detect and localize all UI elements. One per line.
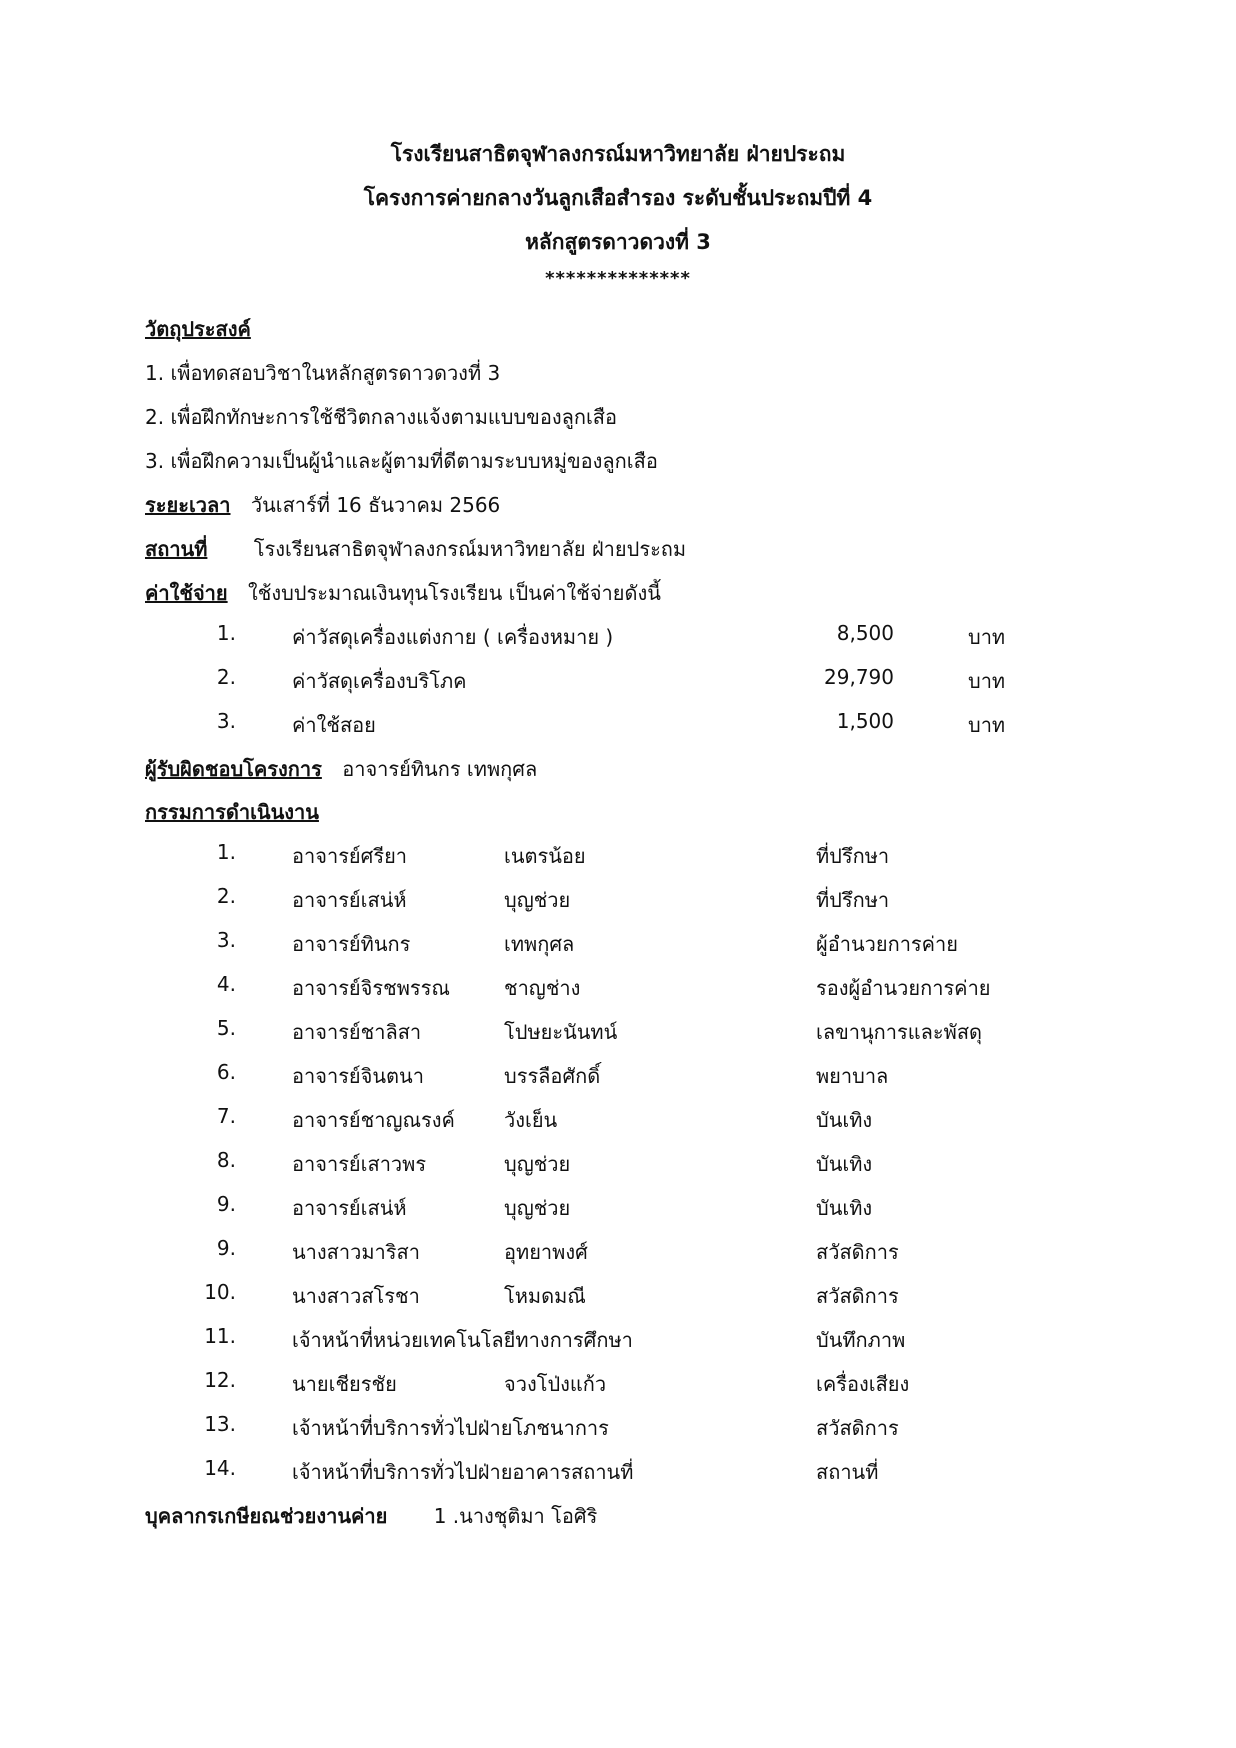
responsible-value: อาจารย์ทินกร เทพกุศล xyxy=(342,757,538,781)
member-first-name: อาจารย์เสน่ห์ xyxy=(292,1196,407,1220)
committee-heading xyxy=(145,796,319,828)
budget-num: 2. xyxy=(216,665,236,689)
member-role: ที่ปรึกษา xyxy=(816,844,890,868)
member-first-name: เจ้าหน้าที่บริการทั่วไปฝ่ายอาคารสถานที่ xyxy=(292,1460,634,1484)
responsible-line xyxy=(145,753,537,785)
committee-row xyxy=(0,884,1236,914)
member-num: 8. xyxy=(216,1148,236,1172)
committee-row xyxy=(0,1368,1236,1398)
member-last-name: ชาญช่าง xyxy=(504,976,581,1000)
member-num: 1. xyxy=(216,840,236,864)
member-num: 2. xyxy=(216,884,236,908)
budget-row xyxy=(0,709,1236,739)
member-role: ผู้อำนวยการค่าย xyxy=(816,932,958,956)
committee-row xyxy=(0,1324,1236,1354)
member-first-name: อาจารย์ศรียา xyxy=(292,844,408,868)
objectives-heading xyxy=(145,313,251,345)
budget-num: 3. xyxy=(216,709,236,733)
committee-row xyxy=(0,1412,1236,1442)
member-num: 10. xyxy=(204,1280,236,1304)
member-num: 7. xyxy=(216,1104,236,1128)
member-num: 4. xyxy=(216,972,236,996)
venue-label: สถานที่ xyxy=(145,537,208,561)
school-title: โรงเรียนสาธิตจุฬาลงกรณ์มหาวิทยาลัย ฝ่ายประถม xyxy=(390,142,846,166)
budget-amount: 29,790 xyxy=(824,665,894,689)
project-title: โครงการค่ายกลางวันลูกเสือสำรอง ระดับชั้นประถมปีที่ 4 xyxy=(363,186,873,210)
member-first-name: นายเชียรชัย xyxy=(292,1372,397,1396)
member-role: พยาบาล xyxy=(816,1064,889,1088)
member-num: 9. xyxy=(216,1192,236,1216)
member-last-name: บุญช่วย xyxy=(504,1152,571,1176)
budget-item: ค่าวัสดุเครื่องบริโภค xyxy=(292,669,467,693)
budget-row xyxy=(0,621,1236,651)
committee-row xyxy=(0,1016,1236,1046)
member-first-name: อาจารย์จินตนา xyxy=(292,1064,424,1088)
committee-row xyxy=(0,1456,1236,1486)
member-role: สวัสดิการ xyxy=(816,1284,899,1308)
committee-row xyxy=(0,840,1236,870)
objectives-label: วัตถุประสงค์ xyxy=(145,317,251,341)
member-role: สวัสดิการ xyxy=(816,1240,899,1264)
budget-value: ใช้งบประมาณเงินทุนโรงเรียน เป็นค่าใช้จ่ายดังนี้ xyxy=(247,581,661,605)
member-role: ที่ปรึกษา xyxy=(816,888,890,912)
member-first-name: อาจารย์จิรชพรรณ xyxy=(292,976,450,1000)
member-first-name: อาจารย์เสาวพร xyxy=(292,1152,427,1176)
member-last-name: บุญช่วย xyxy=(504,1196,571,1220)
member-num: 12. xyxy=(204,1368,236,1392)
budget-item: ค่าใช้สอย xyxy=(292,713,376,737)
period-line xyxy=(145,489,500,521)
committee-row xyxy=(0,1104,1236,1134)
budget-line xyxy=(145,577,661,609)
member-num: 5. xyxy=(216,1016,236,1040)
member-role: สวัสดิการ xyxy=(816,1416,899,1440)
member-role: เลขานุการและพัสดุ xyxy=(816,1020,983,1044)
member-first-name: อาจารย์เสน่ห์ xyxy=(292,888,407,912)
member-role: บันเทิง xyxy=(816,1196,873,1220)
member-last-name: วังเย็น xyxy=(504,1108,558,1132)
member-num: 3. xyxy=(216,928,236,952)
committee-row xyxy=(0,1236,1236,1266)
committee-row xyxy=(0,1060,1236,1090)
member-num: 6. xyxy=(216,1060,236,1084)
committee-row xyxy=(0,928,1236,958)
budget-unit: บาท xyxy=(968,713,1006,737)
separator-stars: ************** xyxy=(545,268,691,289)
responsible-label: ผู้รับผิดชอบโครงการ xyxy=(145,757,322,781)
venue-line xyxy=(145,533,686,565)
member-last-name: โปษยะนันทน์ xyxy=(504,1020,618,1044)
course-title: หลักสูตรดาวดวงที่ 3 xyxy=(525,230,711,254)
member-role: สถานที่ xyxy=(816,1460,879,1484)
member-first-name: อาจารย์ชาญณรงค์ xyxy=(292,1108,455,1132)
retired-value: 1 .นางชุติมา โอศิริ xyxy=(433,1504,598,1528)
member-num: 14. xyxy=(204,1456,236,1480)
member-role: รองผู้อำนวยการค่าย xyxy=(816,976,991,1000)
budget-amount: 1,500 xyxy=(836,709,894,733)
committee-row xyxy=(0,1148,1236,1178)
budget-amount: 8,500 xyxy=(836,621,894,645)
member-first-name: นางสาวมาริสา xyxy=(292,1240,420,1264)
objective-item: 3. เพื่อฝึกความเป็นผู้นำและผู้ตามที่ดีตามระบบหมู่ของลูกเสือ xyxy=(145,449,658,473)
budget-row xyxy=(0,665,1236,695)
committee-row xyxy=(0,1192,1236,1222)
member-first-name: นางสาวสโรชา xyxy=(292,1284,420,1308)
member-first-name: อาจารย์ชาลิสา xyxy=(292,1020,422,1044)
budget-unit: บาท xyxy=(968,625,1006,649)
member-role: บันทึกภาพ xyxy=(816,1328,906,1352)
member-last-name: บรรลือศักดิ์ xyxy=(504,1064,601,1088)
retired-label: บุคลากรเกษียณช่วยงานค่าย xyxy=(145,1504,388,1528)
member-last-name: เนตรน้อย xyxy=(504,844,586,868)
member-first-name: เจ้าหน้าที่หน่วยเทคโนโลยีทางการศึกษา xyxy=(292,1328,633,1352)
member-num: 9. xyxy=(216,1236,236,1260)
member-last-name: อุทยาพงศ์ xyxy=(504,1240,588,1264)
member-last-name: โหมดมณี xyxy=(504,1284,586,1308)
budget-num: 1. xyxy=(216,621,236,645)
committee-row xyxy=(0,972,1236,1002)
member-num: 11. xyxy=(204,1324,236,1348)
member-last-name: เทพกุศล xyxy=(504,932,575,956)
member-role: เครื่องเสียง xyxy=(816,1372,910,1396)
member-role: บันเทิง xyxy=(816,1152,873,1176)
member-role: บันเทิง xyxy=(816,1108,873,1132)
budget-item: ค่าวัสดุเครื่องแต่งกาย ( เครื่องหมาย ) xyxy=(292,625,614,649)
retired-line xyxy=(145,1500,597,1532)
objective-item: 1. เพื่อทดสอบวิชาในหลักสูตรดาวดวงที่ 3 xyxy=(145,361,501,385)
period-value: วันเสาร์ที่ 16 ธันวาคม 2566 xyxy=(250,493,501,517)
member-num: 13. xyxy=(204,1412,236,1436)
member-last-name: จวงโป่งแก้ว xyxy=(504,1372,607,1396)
committee-label: กรรมการดำเนินงาน xyxy=(145,800,319,824)
venue-value: โรงเรียนสาธิตจุฬาลงกรณ์มหาวิทยาลัย ฝ่ายประถม xyxy=(253,537,687,561)
budget-unit: บาท xyxy=(968,669,1006,693)
member-first-name: อาจารย์ทินกร xyxy=(292,932,411,956)
member-last-name: บุญช่วย xyxy=(504,888,571,912)
member-first-name: เจ้าหน้าที่บริการทั่วไปฝ่ายโภชนาการ xyxy=(292,1416,609,1440)
committee-row xyxy=(0,1280,1236,1310)
budget-label: ค่าใช้จ่าย xyxy=(145,581,228,605)
period-label: ระยะเวลา xyxy=(145,493,231,517)
objective-item: 2. เพื่อฝึกทักษะการใช้ชีวิตกลางแจ้งตามแบบของลูกเสือ xyxy=(145,405,618,429)
